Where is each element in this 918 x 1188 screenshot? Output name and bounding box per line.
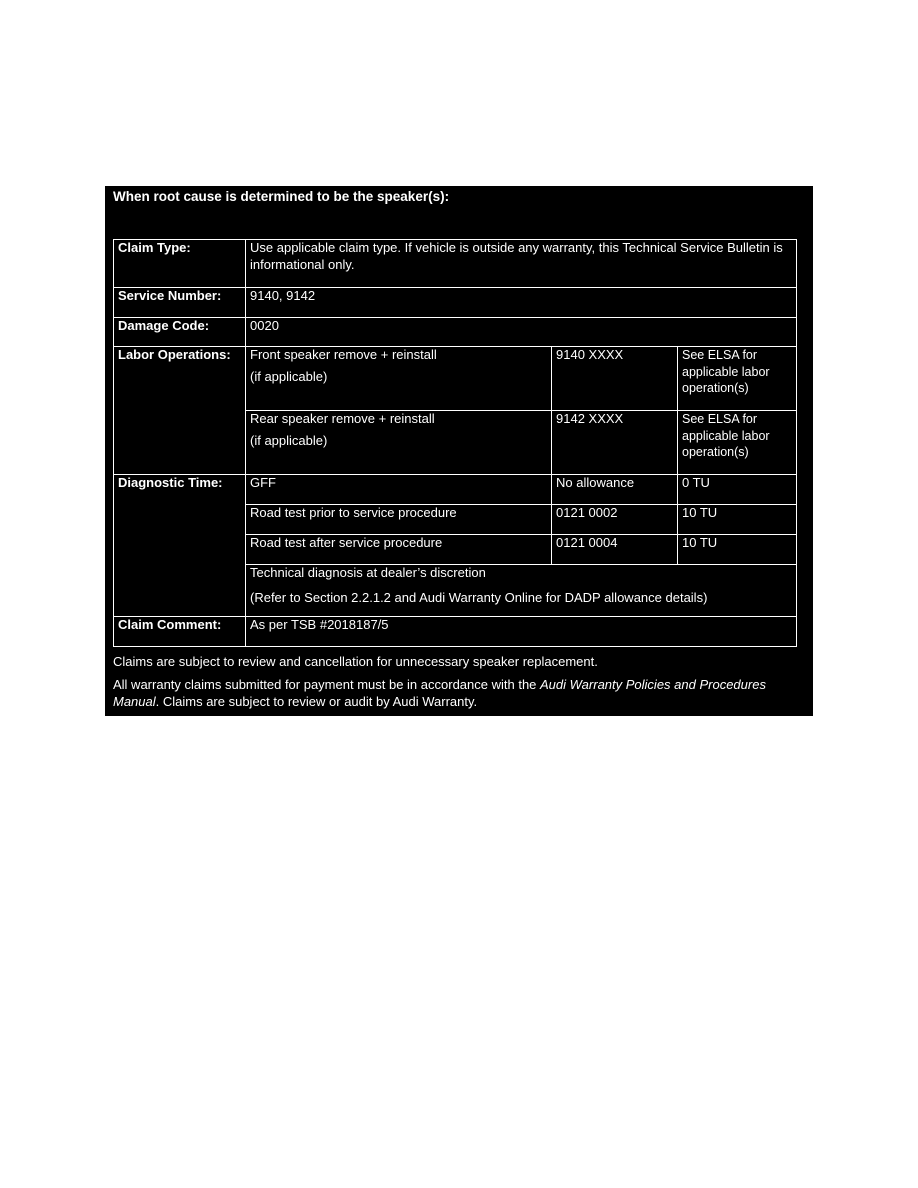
- table-row-claim-comment: [114, 617, 797, 647]
- labor-front-note: (if applicable): [250, 368, 328, 384]
- footer-policy-prefix: All warranty claims submitted for payment must be in accordance with the: [113, 677, 541, 692]
- table-row-service-number: [114, 288, 797, 318]
- diag-prior-code: 0121 0002: [552, 505, 678, 535]
- labor-front-code: 9140 XXXX: [552, 347, 678, 411]
- table-row-claim-type: [114, 240, 797, 288]
- diag-prior-time: 10 TU: [678, 505, 797, 535]
- diag-technical-line2: (Refer to Section 2.2.1.2 and Audi Warranty Online for DADP allowance details): [250, 589, 708, 605]
- labor-operations-label: Labor Operations:: [114, 347, 246, 475]
- claim-comment-value: As per TSB #2018187/5: [246, 617, 797, 647]
- labor-rear-note: (if applicable): [250, 432, 328, 448]
- diag-gff-description: GFF: [246, 475, 552, 505]
- service-number-label: Service Number:: [114, 288, 246, 318]
- table-row-labor-front: [114, 347, 797, 411]
- labor-front-description: Front speaker remove + reinstall: [250, 347, 437, 362]
- labor-front-time: See ELSA for applicable labor operation(s): [678, 347, 797, 411]
- claim-table: [113, 239, 797, 647]
- service-number-value: 9140, 9142: [246, 288, 797, 318]
- table-row-damage-code: [114, 318, 797, 347]
- table-row-diag-gff: [114, 475, 797, 505]
- labor-rear-description: Rear speaker remove + reinstall: [250, 411, 435, 426]
- warranty-claim-panel: [105, 186, 813, 716]
- diag-technical-line1: Technical diagnosis at dealer’s discretion: [250, 565, 486, 580]
- claim-type-value: Use applicable claim type. If vehicle is outside any warranty, this Technical Service Bulletin is informational only.: [246, 240, 797, 288]
- diag-gff-code: No allowance: [552, 475, 678, 505]
- diag-technical-cell: [246, 565, 797, 617]
- diagnostic-time-label: Diagnostic Time:: [114, 475, 246, 617]
- labor-rear-time: See ELSA for applicable labor operation(s): [678, 411, 797, 475]
- diag-after-description: Road test after service procedure: [246, 535, 552, 565]
- claim-comment-label: Claim Comment:: [114, 617, 246, 647]
- footer-note-review: Claims are subject to review and cancellation for unnecessary speaker replacement.: [113, 654, 598, 669]
- footer-notes: [113, 653, 805, 710]
- labor-rear-code: 9142 XXXX: [552, 411, 678, 475]
- footer-note-policy: [113, 676, 805, 710]
- claim-type-label: Claim Type:: [114, 240, 246, 288]
- labor-front-description-cell: [246, 347, 552, 411]
- section-heading: When root cause is determined to be the speaker(s):: [113, 189, 450, 204]
- diag-prior-description: Road test prior to service procedure: [246, 505, 552, 535]
- diag-after-code: 0121 0004: [552, 535, 678, 565]
- diag-after-time: 10 TU: [678, 535, 797, 565]
- footer-policy-manual-title: Audi Warranty Policies and Procedures Manual: [113, 677, 766, 709]
- damage-code-value: 0020: [246, 318, 797, 347]
- damage-code-label: Damage Code:: [114, 318, 246, 347]
- diag-gff-time: 0 TU: [678, 475, 797, 505]
- footer-policy-suffix: . Claims are subject to review or audit by Audi Warranty.: [155, 694, 478, 709]
- labor-rear-description-cell: [246, 411, 552, 475]
